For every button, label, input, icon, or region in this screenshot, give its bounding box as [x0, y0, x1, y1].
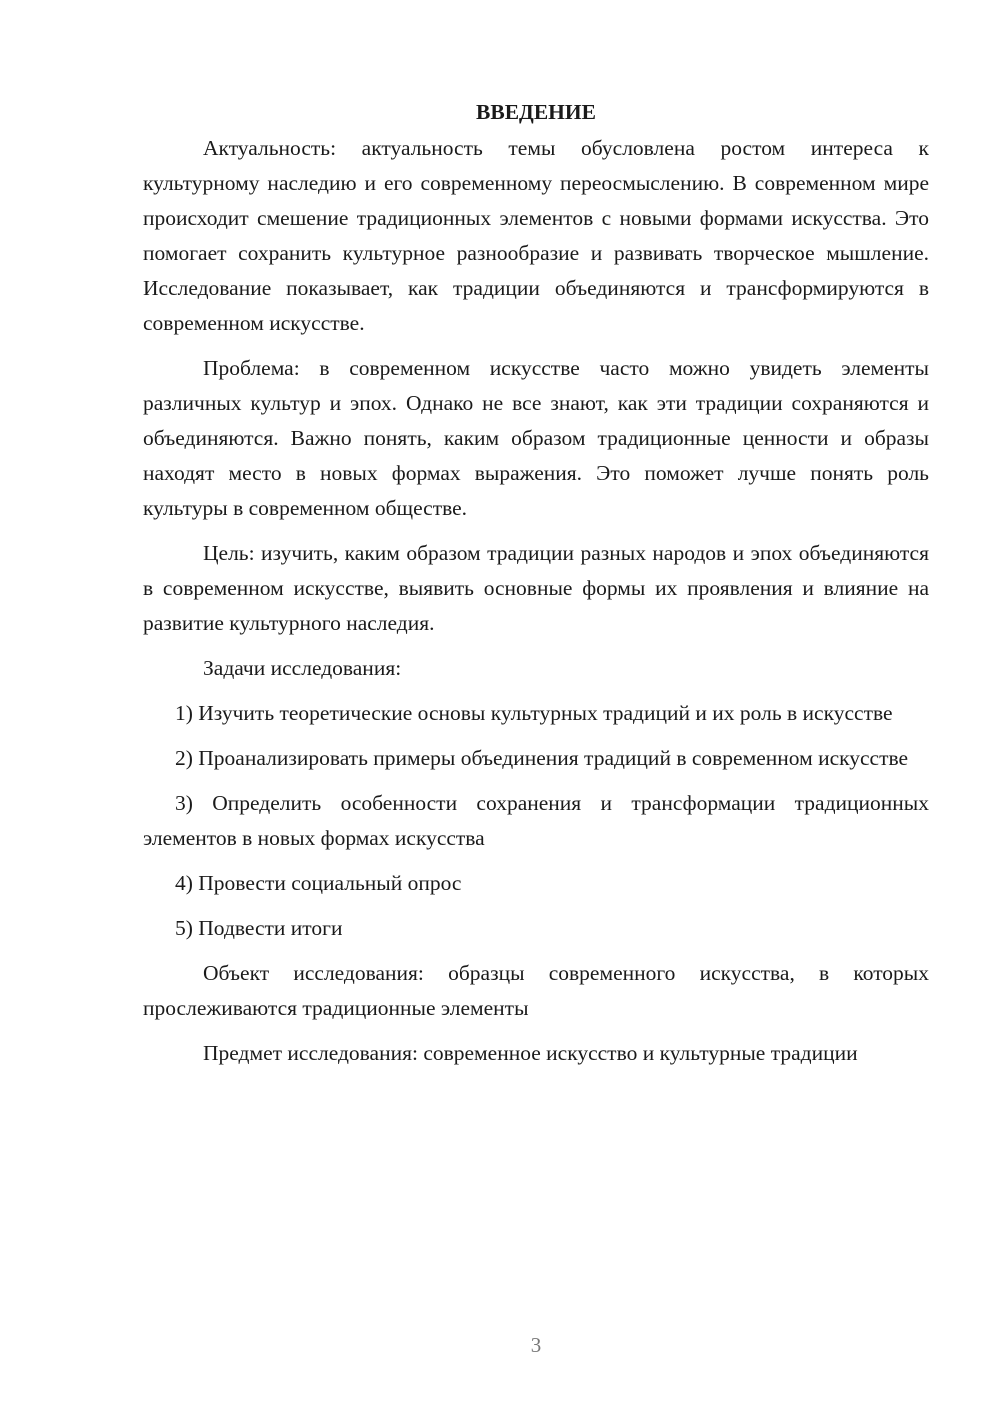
tasks-title: Задачи исследования:: [203, 656, 402, 680]
task-item: 1) Изучить теоретические основы культурных традиций и их роль в искусстве: [175, 701, 893, 725]
goal-paragraph: Цель: изучить, каким образом традиции разных народов и эпох объединяются в современном искусстве, выявить основные формы их проявления и влияние на развитие культурного наследия.: [143, 541, 929, 635]
task-item: 5) Подвести итоги: [175, 916, 343, 940]
section-heading: ВВЕДЕНИЕ: [476, 100, 596, 124]
relevance-paragraph: Актуальность: актуальность темы обусловлена ростом интереса к культурному наследию и его современному переосмыслению. В современном мире происходит смешение традиционных элементов с новыми формами искусства. Это помогает сохранить культурное разнообразие и развивать творческое мышление. Исследование показывает, как традиции объединяются и трансформируются в современном искусстве.: [143, 136, 929, 335]
problem-paragraph: Проблема: в современном искусстве часто можно увидеть элементы различных культур и эпох. Однако не все знают, как эти традиции сохраняются и объединяются. Важно понять, каким образом традиционные ценности и образы находят место в новых формах выражения. Это поможет лучше понять роль культуры в современном обществе.: [143, 356, 929, 520]
page-number: 3: [530, 1333, 542, 1357]
task-item: 4) Провести социальный опрос: [175, 871, 462, 895]
task-item: 2) Проанализировать примеры объединения традиций в современном искусстве: [175, 746, 909, 770]
document-body: [143, 95, 929, 1081]
subject-paragraph: Предмет исследования: современное искусство и культурные традиции: [203, 1041, 858, 1065]
object-paragraph: Объект исследования: образцы современного искусства, в которых прослеживаются традиционные элементы: [143, 961, 929, 1020]
task-item: 3) Определить особенности сохранения и трансформации традиционных элементов в новых формах искусства: [143, 791, 929, 850]
